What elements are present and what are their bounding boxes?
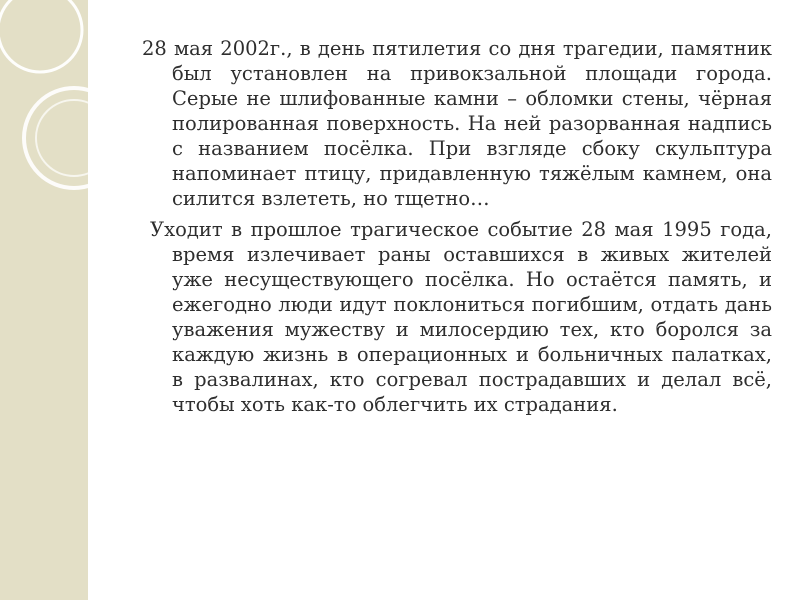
decorative-circles-icon <box>0 0 160 600</box>
slide-text-body <box>142 36 772 417</box>
paragraph-memory: Уходит в прошлое трагическое событие 28 мая 1995 года, время излечивает раны оставшихся в живых жителей уже несуществующего посёлка. Но остаётся память, и ежегодно люди идут поклониться погибшим, отдать дань уважения мужеству и милосердию тех, кто боролся за каждую жизнь в операционных и больничных палатках, в развалинах, кто согревал пострадавших и делал всё, чтобы хоть как-то облегчить их страдания. <box>150 218 772 416</box>
paragraph-memorial: 28 мая 2002г., в день пятилетия со дня трагедии, памятник был установлен на привокзальной площади города. Серые не шлифованные камни – обломки стены, чёрная полированная поверхность. На ней разорванная надпись с названием посёлка. При взгляде сбоку скульптура напоминает птицу, придавленную тяжёлым камнем, она силится взлететь, но тщетно… <box>142 37 772 210</box>
